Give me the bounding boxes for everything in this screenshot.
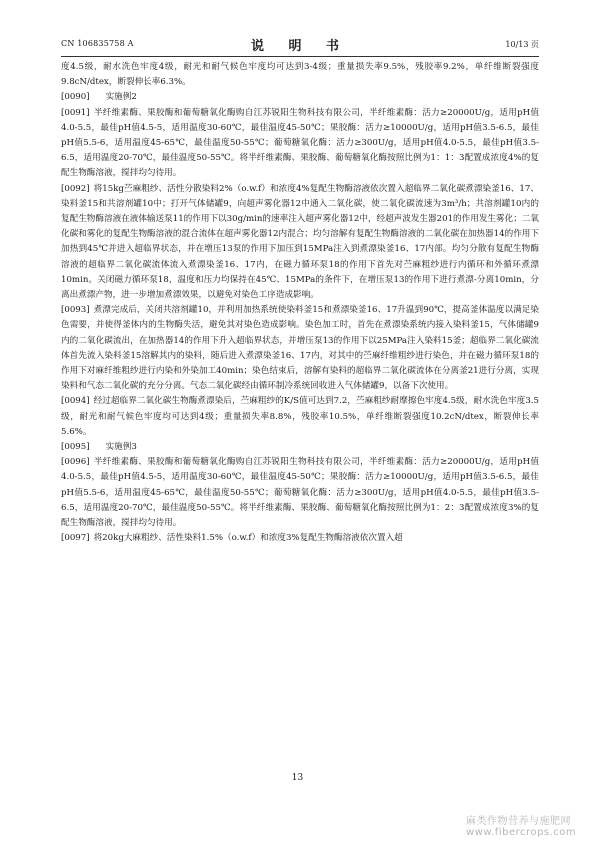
paragraph-text: 将15kg苎麻粗纱、活性分散染料2%（o.w.f）和浓度4%复配生物酶溶液依次置入超临界二氧化碳煮漂染釜16、17、染料釜15和共溶剂罐10中；打开气体储罐9，向超声雾化器12中通入二氧化碳，使二氧化碳流速为3m³/h；共溶剂罐10内的复配生物酶溶液在液体输送泵11的作用下以30g/min的速率注入超声雾化器12中，经超声波发生器201的作用发生雾化；二氧化碳和雾化的复配生物酶溶液的混合流体在超声雾化器12内混合；均匀溶解有复配生物酶溶液的二氧化碳在加热器14的作用下加热到45℃并进入超临界状态，并在增压13泵的作用下加压到15MPa注入到煮漂染釜16、17内部。均匀分散有复配生物酶溶液的超临界二氧化碳流体流入煮漂染釜16、17内，在磁力循环泵18的作用下首先对苎麻粗纱进行内循环和外循环煮漂10min。关闭磁力循环泵18，温度和压力均保持在45℃、15MPa的条件下，在增压泵13的作用下进行煮漂-分离10min，分离出煮漂产物，进一步增加煮漂效果，以避免对染色工序造成影响。 [61, 183, 539, 301]
paragraph-number: [0092] [61, 183, 90, 194]
paragraph-text: 半纤维素酶、果胶酶和葡萄糖氧化酶购自江苏锐阳生物科技有限公司，半纤维素酶：活力≥20000U/g，适用pH值4.0-5.5，最佳pH值4.5-5，适用温度30-60℃，最佳温度45-50℃；果胶酶：活力≥10000U/g，适用pH值3.5-6.5，最佳pH值5.5-6，适用温度45-65℃，最佳温度50-55℃；葡萄糖氧化酶：活力≥300U/g，适用pH值4.0-5.5，最佳pH值3.5-6.5，适用温度20-70℃，最佳温度50-55℃。将半纤维素酶、果胶酶、葡萄糖氧化酶按照比例为1：1：3配置成浓度4%的复配生物酶溶液，搅拌均匀待用。 [61, 107, 539, 179]
document-title: 说 明 书 [250, 39, 350, 54]
paragraph-0097 [61, 531, 539, 546]
paragraph-0090 [61, 90, 539, 105]
paragraph-number: [0093] [61, 305, 90, 316]
paragraph-text: 煮漂完成后，关闭共溶剂罐10，并利用加热系统使染料釜15和煮漂染釜16、17升温到90℃，提高釜体温度以满足染色需要，并使得釜体内的生物酶失活，避免其对染色造成影响。染色加工时，首先在煮漂染系统内接入染料釜15，气体储罐9内的二氧化碳流出，在加热器14的作用下升入超临界状态，并增压泵13的作用下以25MPa注入染料15釜；超临界二氧化碳流体首先流入染料釜15溶解其内的染料，随后进入煮漂染釜16、17内，对其中的苎麻纤维粗纱进行染色，并在磁力循环泵18的作用下对麻纤维粗纱进行内染和外染加工40min；染色结束后，溶解有染料的超临界二氧化碳流体在分离釜21进行分离，实现染料和气态二氧化碳的充分分离。气态二氧化碳经由循环制冷系统回收进入气体储罐9，以备下次使用。 [61, 305, 539, 392]
paragraph-number: [0097] [61, 533, 90, 544]
paragraph-number: [0095] [61, 442, 90, 453]
paragraph-number: [0096] [61, 457, 90, 468]
section-title: 实施例3 [105, 442, 137, 453]
paragraph-text: 度4.5级，耐水洗色牢度4级，耐光和耐气候色牢度均可达到3-4级；重量损失率9.5%，残胶率9.2%，单纤维断裂强度9.8cN/dtex，断裂伸长率6.3%。 [61, 62, 539, 88]
watermark: 麻类作物营养与施肥网 www.fibercrops.com [466, 816, 577, 838]
document-body [61, 60, 539, 547]
header-rule [61, 56, 539, 57]
paragraph-0094 [61, 394, 539, 440]
paragraph-0092 [61, 182, 539, 304]
page-number: 13 [291, 773, 304, 783]
paragraph-text: 将20kg大麻粗纱、活性染料1.5%（o.w.f）和浓度3%复配生物酶溶液依次置入超 [93, 533, 403, 544]
page-indicator: 10/13 页 [505, 40, 539, 49]
patent-number: CN 106835758 A [61, 39, 134, 48]
paragraph-0096 [61, 455, 539, 531]
paragraph-number: [0090] [61, 92, 90, 103]
section-title: 实施例2 [105, 92, 137, 103]
paragraph-text: 半纤维素酶、果胶酶和葡萄糖氧化酶购自江苏锐阳生物科技有限公司，半纤维素酶：活力≥20000U/g，适用pH值4.0-5.5，最佳pH值4.5-5，适用温度30-60℃，最佳温度45-50℃；果胶酶：活力≥10000U/g，适用pH值3.5-6.5，最佳pH值5.5-6，适用温度45-65℃，最佳温度50-55℃；葡萄糖氧化酶：活力≥300U/g，适用pH值4.0-5.5，最佳pH值3.5-6.5，适用温度20-70℃，最佳温度50-55℃。将半纤维素酶、果胶酶、葡萄糖氧化酶按照比例为1：2：3配置成浓度3%的复配生物酶溶液，搅拌均匀待用。 [61, 457, 539, 529]
paragraph-number: [0091] [61, 107, 90, 118]
paragraph-0095 [61, 440, 539, 455]
paragraph-0093 [61, 303, 539, 394]
paragraph-number: [0094] [61, 396, 90, 407]
paragraph-text: 经过超临界二氧化碳生物酶煮漂染后，苎麻粗纱的K/S值可达到7.2，苎麻粗纱耐摩擦色牢度4.5级，耐水洗色牢度3.5级，耐光和耐气候色牢度均可达到4级；重量损失率8.8%，残胶率10.5%，单纤维断裂强度10.2cN/dtex，断裂伸长率5.6%。 [61, 396, 539, 437]
page-header [61, 35, 539, 55]
paragraph-0 [61, 60, 539, 90]
paragraph-0091 [61, 106, 539, 182]
